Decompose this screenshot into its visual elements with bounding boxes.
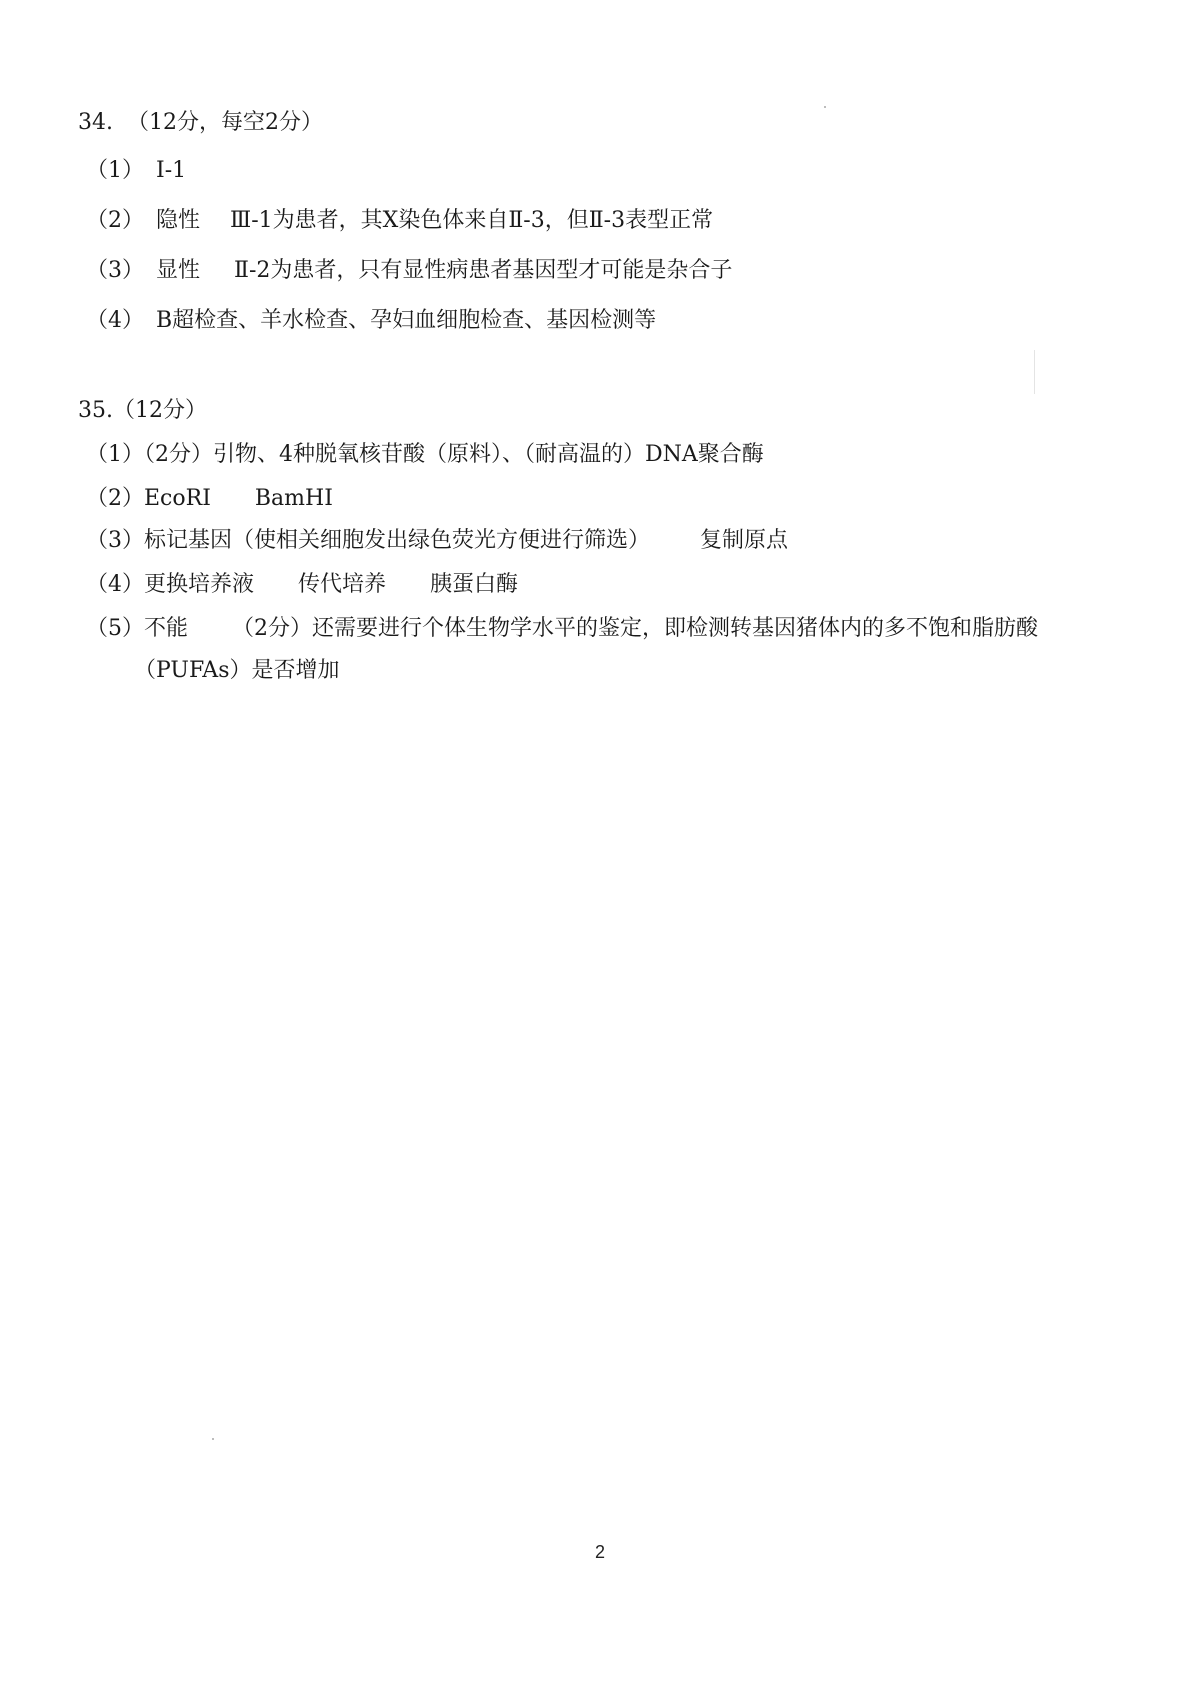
q34-part1-answer: Ⅰ-1 xyxy=(156,158,187,183)
q35-part4-answer-b: 传代培养 xyxy=(298,572,387,597)
q35-part2 xyxy=(86,484,333,514)
q34-part3-reason: Ⅱ-2为患者，只有显性病患者基因型才可能是杂合子 xyxy=(234,258,733,283)
q35-part4-answer-c: 胰蛋白酶 xyxy=(430,572,519,597)
q35-part1-answer: （2分）引物、4种脱氧核苷酸（原料）、（耐高温的）DNA聚合酶 xyxy=(144,442,764,467)
q34-part2-answer: 隐性 xyxy=(156,208,201,233)
q34-part2-number: （2） xyxy=(86,208,144,233)
q34-part4-number: （4） xyxy=(86,308,144,333)
q34-part3-number: （3） xyxy=(86,258,144,283)
q35-part3 xyxy=(86,526,788,556)
q34-header: 34. （12分，每空2分） xyxy=(78,110,323,135)
q34-part1 xyxy=(86,156,186,186)
q34-part3 xyxy=(86,256,732,286)
q35-part5-continuation: （PUFAs）是否增加 xyxy=(134,658,340,683)
scan-speck xyxy=(824,106,826,108)
q34-part4-answer: B超检查、羊水检查、孕妇血细胞检查、基因检测等 xyxy=(156,308,657,333)
q35-part5-answer-a: 不能 xyxy=(144,616,189,641)
q35-part3-number: （3） xyxy=(86,528,144,553)
q35-part4 xyxy=(86,570,518,600)
q35-part2-enzyme-b: BamHI xyxy=(254,486,333,511)
q34-part2 xyxy=(86,206,713,236)
q35-part3-answer-b: 复制原点 xyxy=(700,528,789,553)
q35-part2-enzyme-a: EcoRI xyxy=(144,486,211,511)
q34-part1-number: （1） xyxy=(86,158,144,183)
q34-part2-reason: Ⅲ-1为患者，其X染色体来自Ⅱ-3，但Ⅱ-3表型正常 xyxy=(230,208,714,233)
q35-part1 xyxy=(86,440,764,470)
q34-part3-answer: 显性 xyxy=(156,258,201,283)
q35-part4-answer-a: 更换培养液 xyxy=(144,572,255,597)
q35-part2-number: （2） xyxy=(86,486,144,511)
page-number: 2 xyxy=(594,1542,605,1562)
q35-part5-answer-b: （2分）还需要进行个体生物学水平的鉴定，即检测转基因猪体内的多不饱和脂肪酸 xyxy=(232,616,1039,641)
q35-part4-number: （4） xyxy=(86,572,144,597)
q35-header: 35.（12分） xyxy=(78,398,207,423)
q35-part3-answer-a: 标记基因（使相关细胞发出绿色荧光方便进行筛选） xyxy=(144,528,651,553)
q34-part4 xyxy=(86,306,656,336)
scan-mark xyxy=(1034,350,1035,394)
q35-part1-number: （1） xyxy=(86,442,144,467)
q35-part5 xyxy=(86,614,1038,644)
q35-part5-number: （5） xyxy=(86,616,144,641)
scan-speck xyxy=(212,1438,214,1440)
